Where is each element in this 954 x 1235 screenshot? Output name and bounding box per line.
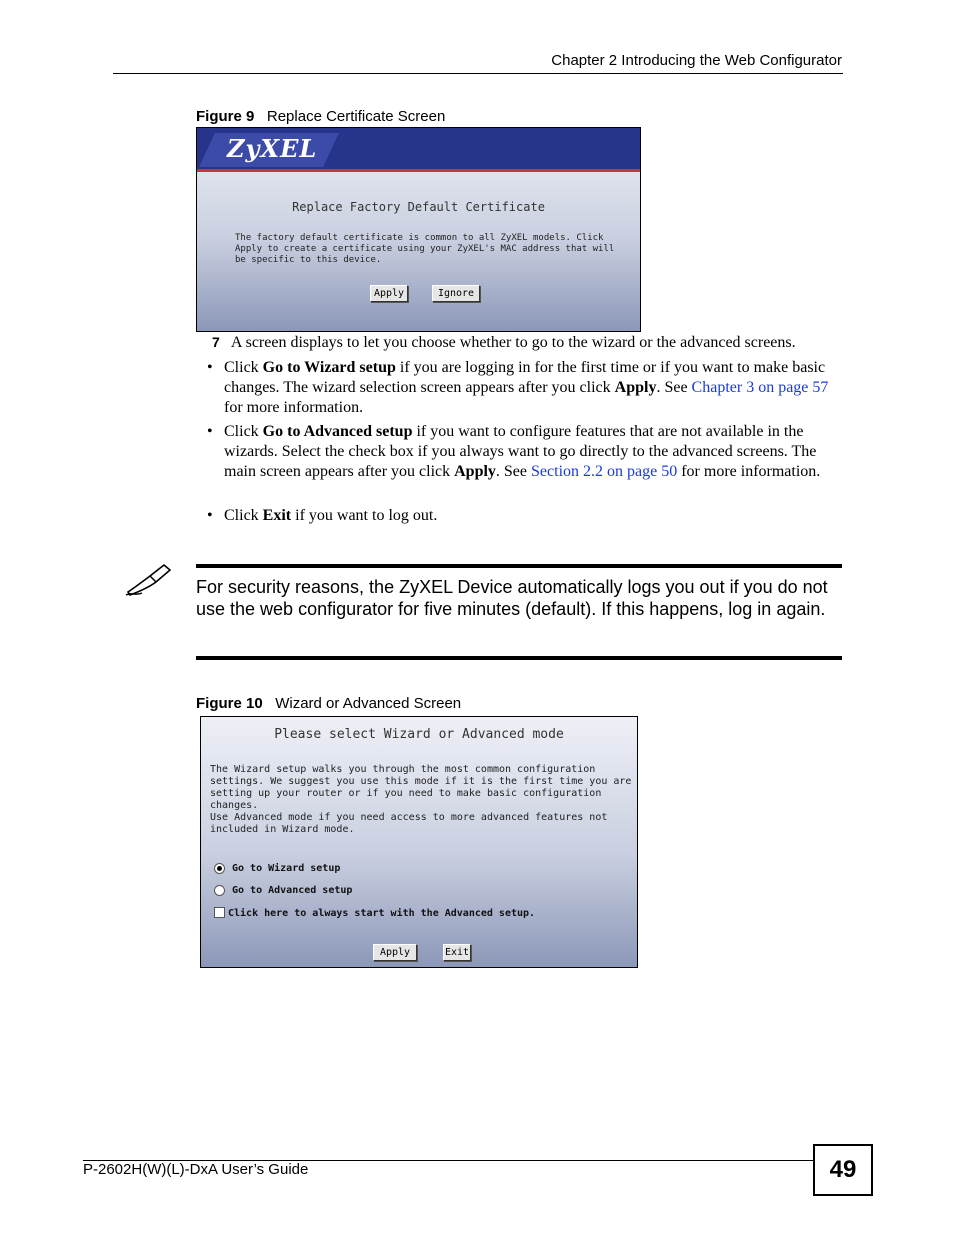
- bullet-dot: •: [207, 507, 213, 524]
- bullet-advanced: [224, 422, 844, 482]
- bullet-text-part: Click: [224, 507, 263, 524]
- bullet-dot: •: [207, 423, 213, 440]
- chapter-3-link[interactable]: Chapter 3 on page 57: [691, 379, 829, 396]
- ignore-button[interactable]: Ignore: [432, 285, 480, 302]
- always-advanced-label: Click here to always start with the Advanced setup.: [228, 908, 536, 919]
- step-7: [212, 334, 852, 352]
- bullet-text-part: for more information.: [224, 399, 364, 416]
- wizard-or-advanced-screen: [200, 716, 638, 968]
- exit-button[interactable]: Exit: [443, 944, 471, 961]
- bullet-bold: Apply: [454, 463, 496, 480]
- bullet-dot: •: [207, 359, 213, 376]
- apply-button[interactable]: Apply: [370, 285, 408, 302]
- advanced-description: Use Advanced mode if you need access to more advanced features not included in Wizard mode.: [210, 812, 608, 835]
- bullet-text-part: if you want to log out.: [291, 507, 438, 524]
- figure-9-title: Replace Certificate Screen: [266, 108, 446, 125]
- wizard-radio[interactable]: [214, 863, 225, 874]
- figure-9-label: Figure 9: [196, 108, 255, 125]
- bullet-wizard: [224, 358, 844, 418]
- bullet-bold: Go to Wizard setup: [262, 359, 396, 376]
- chapter-header: Chapter 2 Introducing the Web Configurator: [551, 52, 842, 69]
- bullet-exit: [224, 506, 844, 526]
- section-2-2-link[interactable]: Section 2.2 on page 50: [531, 463, 678, 480]
- zyxel-banner: [197, 128, 640, 169]
- replace-certificate-screen: [196, 127, 641, 332]
- banner-strip: [197, 169, 640, 172]
- step-number: 7: [212, 334, 220, 350]
- figure-10-caption: [196, 695, 461, 712]
- wizard-description: The Wizard setup walks you through the most common configuration settings. We suggest you use this mode if it is the first time you are setting up your router or if you need to make basic configuration changes.: [210, 764, 632, 811]
- certificate-title: Replace Factory Default Certificate: [292, 200, 545, 214]
- mode-select-title: Please select Wizard or Advanced mode: [274, 727, 564, 742]
- bullet-text-part: Click: [224, 423, 263, 440]
- bullet-text-part: . See: [495, 463, 532, 480]
- certificate-description: The factory default certificate is common to all ZyXEL models. Click Apply to create a certificate using your ZyXEL's MAC address that will be specific to this device.: [235, 233, 615, 265]
- page-number: 49: [813, 1144, 873, 1196]
- figure-10-label: Figure 10: [196, 695, 263, 712]
- bullet-text-part: for more information.: [677, 463, 821, 480]
- step-text: A screen displays to let you choose whether to go to the wizard or the advanced screens.: [230, 334, 796, 351]
- header-rule: [113, 73, 843, 74]
- bullet-bold: Go to Advanced setup: [262, 423, 413, 440]
- always-advanced-checkbox[interactable]: [214, 907, 225, 918]
- bullet-text-part: Click: [224, 359, 263, 376]
- figure-10-title: Wizard or Advanced Screen: [275, 695, 462, 712]
- bullet-bold: Apply: [614, 379, 657, 396]
- figure-9-caption: [196, 108, 445, 125]
- advanced-radio-label: Go to Advanced setup: [232, 885, 353, 896]
- note-text: For security reasons, the ZyXEL Device automatically logs you out if you do not use the web configurator for five minutes (default). If this happens, log in again.: [196, 577, 828, 619]
- note-rule-bottom: [196, 656, 842, 660]
- apply-button[interactable]: Apply: [373, 944, 417, 961]
- wizard-radio-label: Go to Wizard setup: [232, 863, 341, 874]
- bullet-text-part: if you are logging in for the first time or if you want to make basic changes. The wizard selection screen appears after you click: [224, 359, 826, 396]
- guide-title: P-2602H(W)(L)-DxA User’s Guide: [83, 1161, 309, 1178]
- note-rule-top: [196, 564, 842, 568]
- bullet-text-part: . See: [656, 379, 692, 396]
- bullet-bold: Exit: [262, 507, 292, 524]
- note-pencil-icon: [124, 562, 174, 598]
- bullet-text-part: if you want to configure features that are not available in the wizards. Select the check box if you always want to go directly to the advanced screens. The main screen appears after you click: [224, 423, 817, 480]
- zyxel-logo: ZyXEL: [227, 134, 318, 163]
- advanced-radio[interactable]: [214, 885, 225, 896]
